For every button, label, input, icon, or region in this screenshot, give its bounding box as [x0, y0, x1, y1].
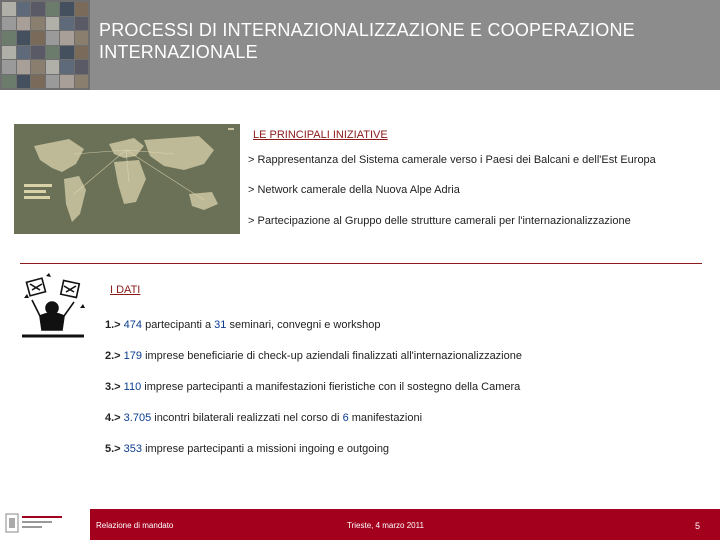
page-title: PROCESSI DI INTERNAZIONALIZZAZIONE E COOPERAZIONE INTERNAZIONALE: [99, 20, 635, 62]
data-item-value: 31: [214, 319, 227, 331]
collage-tile: [75, 17, 89, 31]
collage-tile: [46, 17, 60, 31]
collage-tile: [31, 31, 45, 45]
data-item-value: 474: [123, 319, 143, 331]
data-item-value: 3.705: [123, 412, 152, 424]
collage-tile: [60, 75, 74, 89]
data-list-item: [105, 412, 422, 424]
initiative-item: > Partecipazione al Gruppo delle strutture camerali per l'internazionalizzazione: [248, 215, 631, 227]
collage-tile: [31, 60, 45, 74]
collage-tile: [46, 75, 60, 89]
data-item-text: imprese partecipanti a missioni ingoing e outgoing: [142, 443, 390, 455]
collage-tile: [46, 46, 60, 60]
collage-tile: [75, 2, 89, 16]
collage-tile: [31, 2, 45, 16]
photo-collage: [0, 0, 90, 90]
collage-tile: [60, 31, 74, 45]
data-item-text: imprese beneficiarie di check-up aziendali finalizzati all'internazionalizzazione: [142, 350, 522, 362]
collage-tile: [2, 60, 16, 74]
collage-tile: [17, 46, 31, 60]
collage-tile: [75, 46, 89, 60]
collage-tile: [31, 75, 45, 89]
chamber-logo: [0, 508, 90, 540]
collage-tile: [2, 17, 16, 31]
initiative-item: > Rappresentanza del Sistema camerale verso i Paesi dei Balcani e dell'Est Europa: [248, 154, 656, 166]
collage-tile: [2, 31, 16, 45]
collage-tile: [31, 46, 45, 60]
collage-tile: [2, 46, 16, 60]
collage-tile: [2, 75, 16, 89]
collage-tile: [17, 2, 31, 16]
initiative-item: > Network camerale della Nuova Alpe Adria: [248, 184, 460, 196]
collage-tile: [46, 60, 60, 74]
data-section-title: I DATI: [110, 284, 141, 296]
collage-tile: [17, 17, 31, 31]
collage-tile: [60, 60, 74, 74]
data-list-item: [105, 443, 389, 455]
world-map-image: [14, 124, 240, 234]
initiatives-title: LE PRINCIPALI INIZIATIVE: [253, 129, 388, 141]
data-item-number: 3.>: [105, 381, 124, 393]
data-item-text: manifestazioni: [348, 412, 423, 424]
section-divider: [20, 263, 702, 264]
collage-tile: [2, 2, 16, 16]
data-item-text: incontri bilaterali realizzati nel corso di: [151, 412, 343, 424]
map-label-tag: [228, 128, 234, 130]
people-group-icon: [18, 272, 90, 344]
world-map-graphic: [14, 124, 240, 234]
collage-tile: [60, 46, 74, 60]
collage-tile: [17, 75, 31, 89]
collage-tile: [46, 2, 60, 16]
collage-tile: [17, 60, 31, 74]
collage-tile: [60, 17, 74, 31]
data-item-value: 110: [123, 381, 142, 393]
data-item-text: partecipanti a: [142, 319, 215, 331]
header-banner: [0, 0, 720, 90]
page-number: 5: [695, 521, 701, 531]
collage-tile: [75, 60, 89, 74]
collage-tile: [75, 31, 89, 45]
collage-tile: [17, 31, 31, 45]
data-item-number: 4.>: [105, 412, 124, 424]
collage-tile: [60, 2, 74, 16]
data-list-item: [105, 381, 520, 393]
data-item-value: 353: [123, 443, 143, 455]
footer-report-label: Relazione di mandato: [96, 521, 174, 530]
footer-date: Trieste, 4 marzo 2011: [347, 521, 424, 530]
data-item-number: 1.>: [105, 319, 124, 331]
collage-tile: [31, 17, 45, 31]
data-item-number: 2.>: [105, 350, 124, 362]
data-item-text: imprese partecipanti a manifestazioni fieristiche con il sostegno della Camera: [141, 381, 521, 393]
data-item-value: 179: [123, 350, 143, 362]
data-list-item: [105, 350, 522, 362]
data-item-number: 5.>: [105, 443, 124, 455]
collage-tile: [75, 75, 89, 89]
data-list-item: [105, 319, 381, 331]
data-item-text: seminari, convegni e workshop: [226, 319, 381, 331]
data-item-value: 6: [342, 412, 349, 424]
collage-tile: [46, 31, 60, 45]
